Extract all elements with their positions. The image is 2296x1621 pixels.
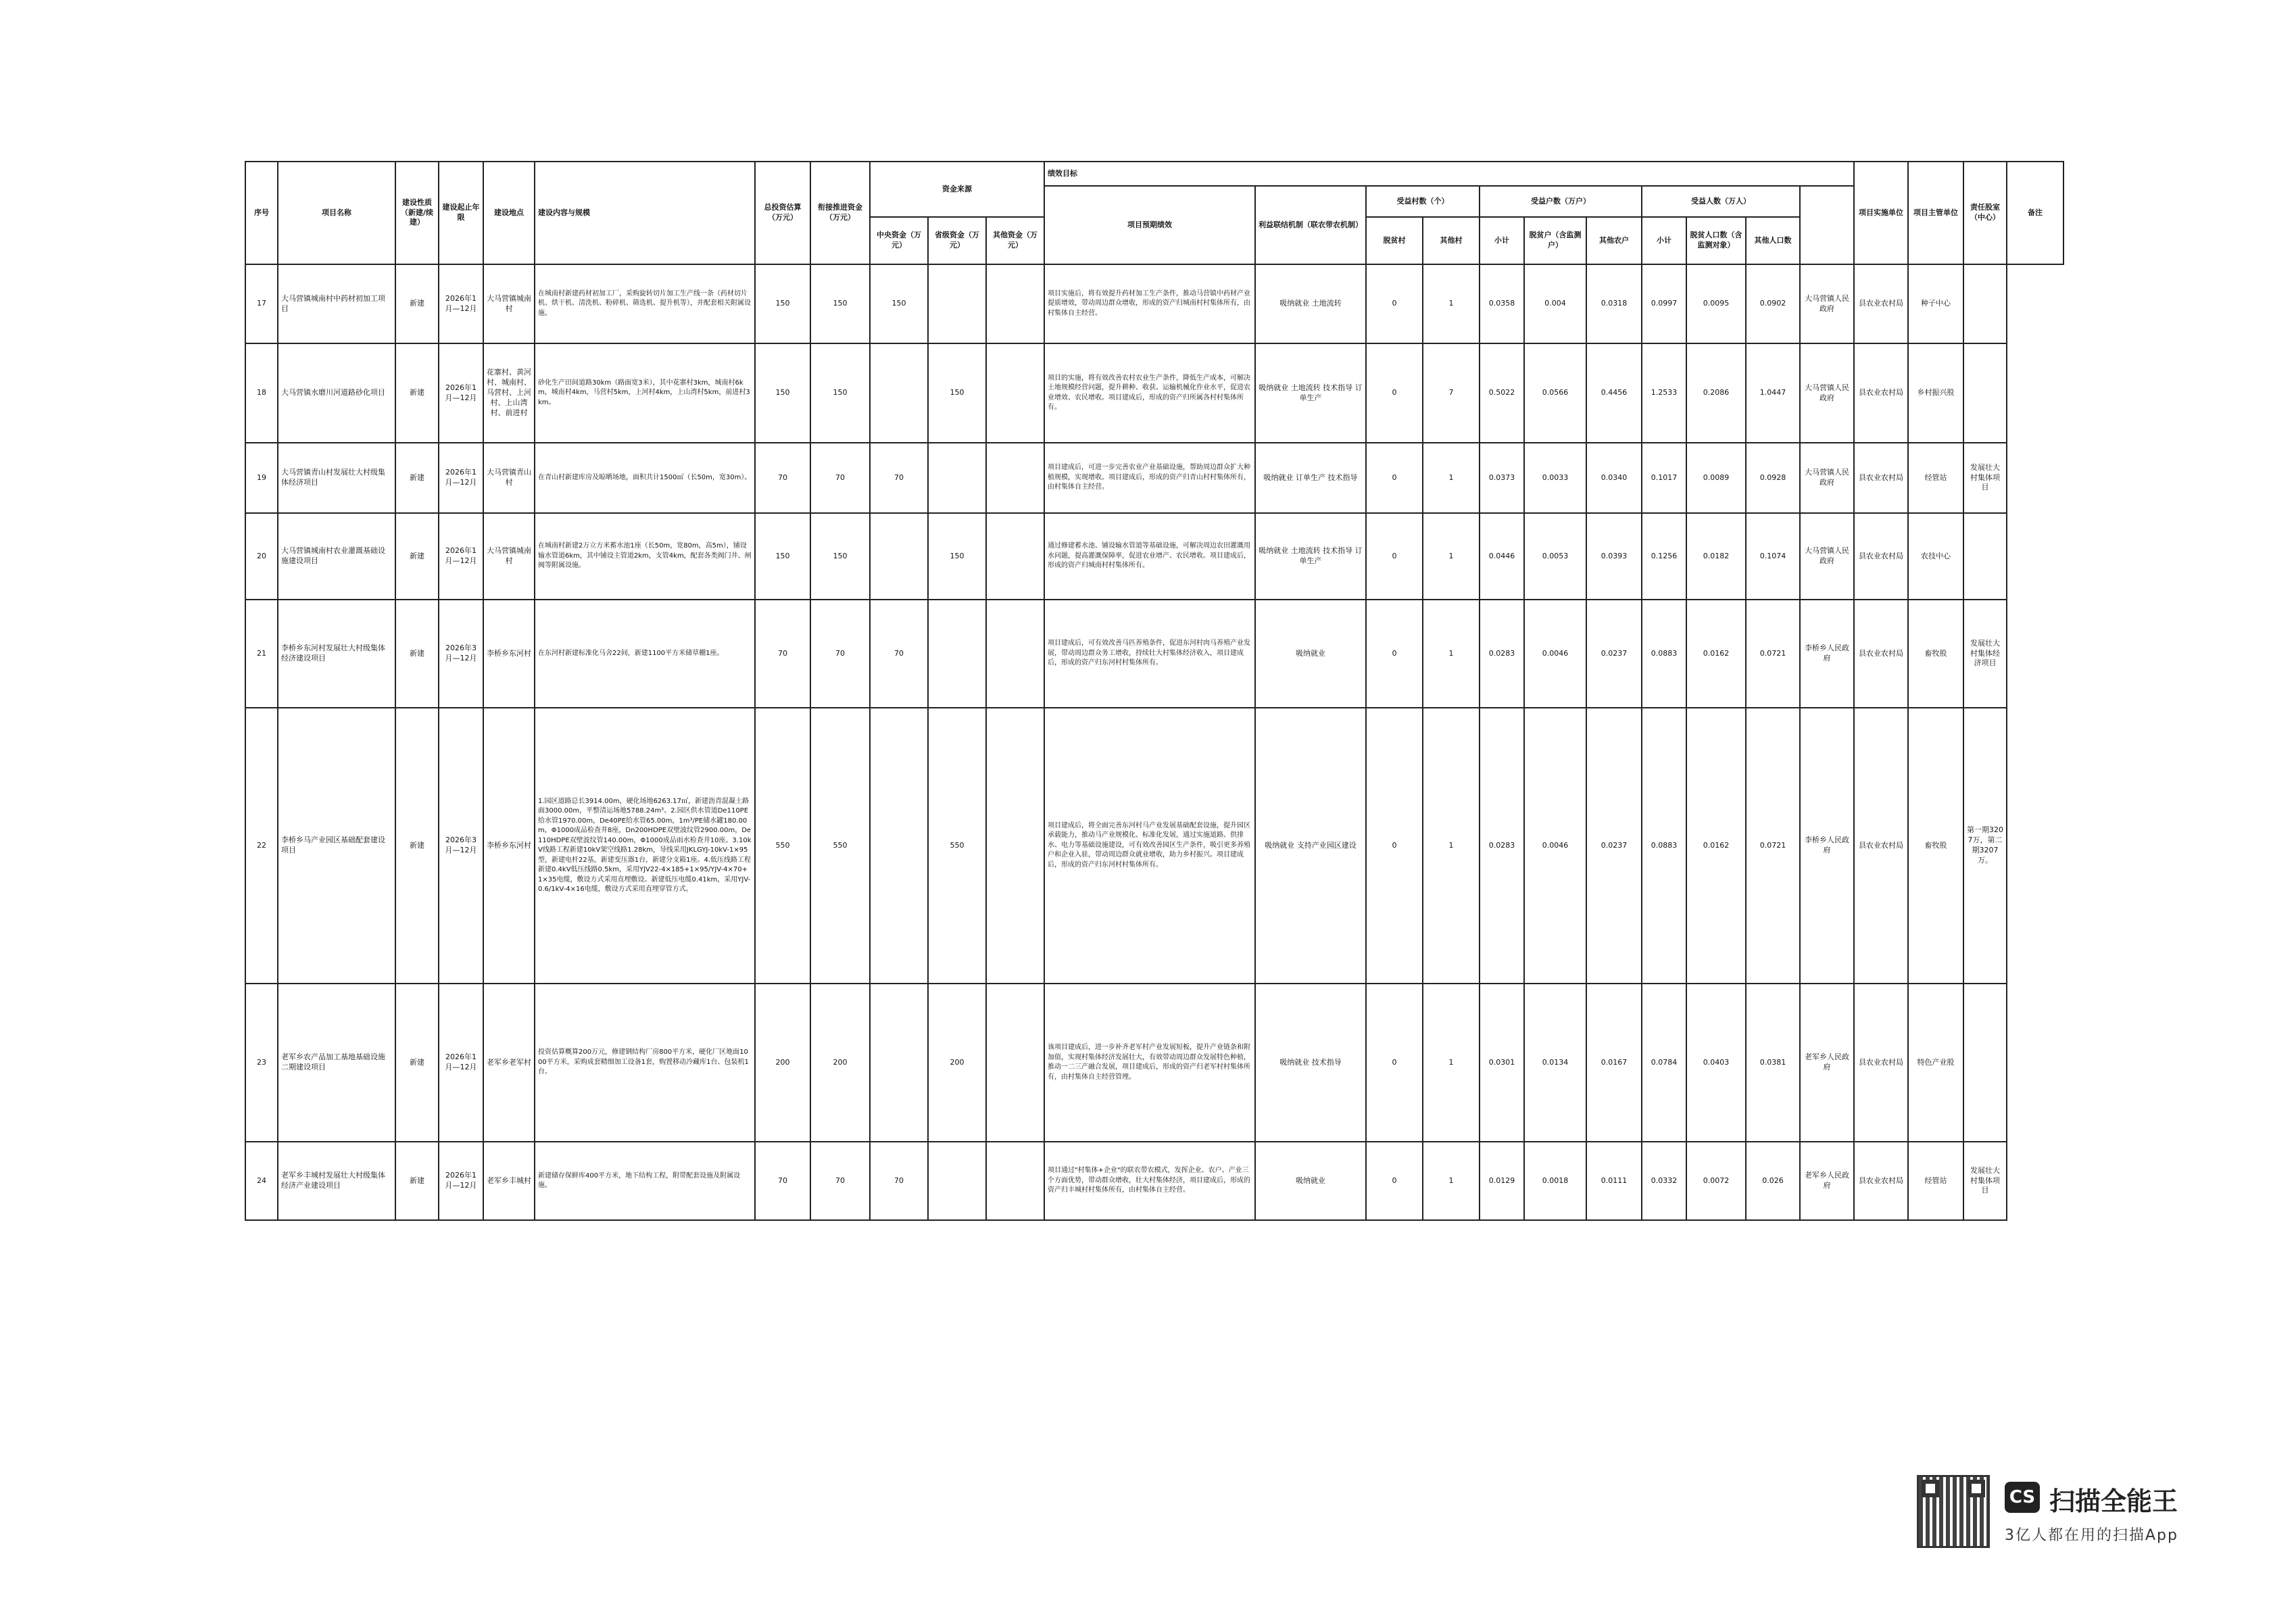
cell-v-other: 1	[1423, 600, 1480, 708]
hdr-no: 序号	[245, 162, 278, 264]
cell-provincial	[928, 443, 986, 513]
cell-impl: 李桥乡人民政府	[1800, 708, 1854, 984]
table-row	[245, 984, 2063, 1142]
cell-v-poor: 0	[1366, 708, 1423, 984]
cell-p-other: 0.0721	[1746, 600, 1800, 708]
cell-period: 2026年3月—12月	[439, 708, 483, 984]
cell-h-other: 0.0393	[1586, 513, 1642, 600]
cell-period: 2026年1月—12月	[439, 443, 483, 513]
cell-duty: 畜牧股	[1908, 600, 1963, 708]
cell-p-poor: 0.0072	[1686, 1142, 1746, 1220]
cell-other-fund	[986, 600, 1044, 708]
cell-content: 在城南村新建2万立方米蓄水池1座（长50m，宽80m，高5m），铺设输水管道6km，其中铺设主管道2km，支管4km，配套各类阀门井、闸阀等附属设施。	[535, 513, 755, 600]
cell-content: 在青山村新建库房及晾晒场地，面积共计1500㎡（长50m，宽30m）。	[535, 443, 755, 513]
table-row	[245, 600, 2063, 708]
cell-period: 2026年1月—12月	[439, 984, 483, 1142]
cell-p-total: 0.0883	[1642, 600, 1686, 708]
cell-p-other: 0.0928	[1746, 443, 1800, 513]
hdr-period: 建设起止年限	[439, 162, 483, 264]
cell-p-other: 0.026	[1746, 1142, 1800, 1220]
cell-dept: 县农业农村局	[1854, 443, 1908, 513]
cell-location: 大马营镇青山村	[483, 443, 535, 513]
cell-p-poor: 0.0095	[1686, 264, 1746, 343]
cell-fiscal: 70	[810, 1142, 870, 1220]
hdr-total: 总投资估算（万元）	[755, 162, 810, 264]
cell-dept: 县农业农村局	[1854, 708, 1908, 984]
hdr-central: 中央资金（万元）	[870, 217, 928, 264]
table-row	[245, 264, 2063, 343]
cell-content: 在东河村新建标准化马舍22间，新建1100平方米储草棚1座。	[535, 600, 755, 708]
hdr-v-other: 其他村	[1423, 217, 1480, 264]
cell-nature: 新建	[395, 600, 439, 708]
cell-perf: 项目建成后，可有效改善马匹养殖条件，促进东河村肉马养殖产业发展，带动周边群众务工增收，持续壮大村集体经济收入，项目建成后，形成的资产归东河村村集体所有。	[1044, 600, 1255, 708]
cell-h-total: 0.5022	[1480, 343, 1524, 443]
cell-nature: 新建	[395, 1142, 439, 1220]
cell-location: 大马营镇城南村	[483, 513, 535, 600]
cell-v-other: 1	[1423, 264, 1480, 343]
cell-no: 18	[245, 343, 278, 443]
cell-dept: 县农业农村局	[1854, 513, 1908, 600]
cell-location: 李桥乡东河村	[483, 600, 535, 708]
cell-no: 17	[245, 264, 278, 343]
cell-dept: 县农业农村局	[1854, 264, 1908, 343]
cell-name: 大马营镇城南村农业灌溉基础设施建设项目	[278, 513, 395, 600]
cell-v-poor: 0	[1366, 264, 1423, 343]
cell-p-poor: 0.0403	[1686, 984, 1746, 1142]
cell-p-total: 0.0997	[1642, 264, 1686, 343]
cell-name: 李桥乡马产业园区基础配套建设项目	[278, 708, 395, 984]
cell-duty: 特色产业股	[1908, 984, 1963, 1142]
cell-perf: 项目的实施，将有效改善农村农业生产条件，降低生产成本，可解决土地规模经营问题，提升耕种、收获、运输机械化作业水平，促进农业增效、农民增收。项目建成后，形成的资产归所属各村村集体所有。	[1044, 343, 1255, 443]
cell-duty: 经管站	[1908, 443, 1963, 513]
cell-total: 150	[755, 343, 810, 443]
hdr-provincial: 省级资金（万元）	[928, 217, 986, 264]
cell-central: 70	[870, 600, 928, 708]
cell-central: 150	[870, 264, 928, 343]
cell-nature: 新建	[395, 984, 439, 1142]
cell-no: 19	[245, 443, 278, 513]
cell-total: 70	[755, 443, 810, 513]
hdr-p-other: 其他人口数	[1746, 217, 1800, 264]
cell-period: 2026年1月—12月	[439, 513, 483, 600]
hdr-nature: 建设性质（新建/续建）	[395, 162, 439, 264]
cell-provincial: 200	[928, 984, 986, 1142]
cell-p-total: 0.1256	[1642, 513, 1686, 600]
cell-period: 2026年1月—12月	[439, 1142, 483, 1220]
cell-h-total: 0.0373	[1480, 443, 1524, 513]
cell-name: 老军乡农产品加工基地基础设施二期建设项目	[278, 984, 395, 1142]
cell-h-poor: 0.0046	[1524, 600, 1586, 708]
cell-v-other: 1	[1423, 513, 1480, 600]
hdr-duty: 责任股室（中心）	[1963, 162, 2007, 264]
cell-p-other: 1.0447	[1746, 343, 1800, 443]
cell-total: 150	[755, 513, 810, 600]
cell-remark: 发展壮大村集体项目	[1963, 443, 2007, 513]
cell-perf: 项目实施后，将有效提升药材加工生产条件，推动马营镇中药材产业提质增效，带动周边群众增收，形成的资产归城南村村集体所有，由村集体自主经营。	[1044, 264, 1255, 343]
cell-v-poor: 0	[1366, 1142, 1423, 1220]
cell-impl: 大马营镇人民政府	[1800, 264, 1854, 343]
cell-h-poor: 0.0566	[1524, 343, 1586, 443]
cell-h-poor: 0.0046	[1524, 708, 1586, 984]
cell-duty: 种子中心	[1908, 264, 1963, 343]
app-slogan: 3亿人都在用的扫描App	[2005, 1527, 2178, 1544]
cell-p-other: 0.1074	[1746, 513, 1800, 600]
cell-impl: 老军乡人民政府	[1800, 984, 1854, 1142]
cell-h-poor: 0.0018	[1524, 1142, 1586, 1220]
cell-v-poor: 0	[1366, 513, 1423, 600]
cell-p-total: 0.0784	[1642, 984, 1686, 1142]
cell-remark	[1963, 343, 2007, 443]
cell-central	[870, 708, 928, 984]
cell-total: 200	[755, 984, 810, 1142]
cell-other-fund	[986, 343, 1044, 443]
cell-period: 2026年3月—12月	[439, 600, 483, 708]
cell-p-poor: 0.0089	[1686, 443, 1746, 513]
cell-p-other: 0.0381	[1746, 984, 1800, 1142]
cell-total: 150	[755, 264, 810, 343]
cell-name: 大马营镇青山村发展壮大村级集体经济项目	[278, 443, 395, 513]
cell-dept: 县农业农村局	[1854, 343, 1908, 443]
cell-no: 24	[245, 1142, 278, 1220]
cell-h-other: 0.0167	[1586, 984, 1642, 1142]
cell-v-other: 7	[1423, 343, 1480, 443]
table-row	[245, 513, 2063, 600]
cell-p-poor: 0.0162	[1686, 600, 1746, 708]
cell-v-poor: 0	[1366, 443, 1423, 513]
cell-remark	[1963, 513, 2007, 600]
app-name: 扫描全能王	[2049, 1486, 2178, 1516]
cell-other-fund	[986, 1142, 1044, 1220]
cell-duty: 畜牧股	[1908, 708, 1963, 984]
cell-other-fund	[986, 443, 1044, 513]
cell-central: 70	[870, 1142, 928, 1220]
cell-dept: 县农业农村局	[1854, 984, 1908, 1142]
cell-fiscal: 550	[810, 708, 870, 984]
cell-h-total: 0.0129	[1480, 1142, 1524, 1220]
hdr-goal: 绩效目标	[1044, 162, 1854, 186]
cell-mechanism: 吸纳就业 土地流转 技术指导 订单生产	[1255, 513, 1366, 600]
cell-no: 22	[245, 708, 278, 984]
hdr-h-poor: 脱贫户（含监测户）	[1524, 217, 1586, 264]
cell-v-poor: 0	[1366, 984, 1423, 1142]
cell-remark	[1963, 984, 2007, 1142]
cell-mechanism: 吸纳就业 土地流转	[1255, 264, 1366, 343]
cell-no: 23	[245, 984, 278, 1142]
cell-impl: 老军乡人民政府	[1800, 1142, 1854, 1220]
cs-logo-icon: CS	[2005, 1482, 2040, 1513]
cell-perf: 该项目建成后，进一步补齐老军村产业发展短板，提升产业链条和附加值，实现村集体经济发展壮大，有效带动周边群众发展特色种植，推动一二三产融合发展，项目建成后，形成的资产归老军村村集体所有，由村集体自主经营管理。	[1044, 984, 1255, 1142]
cell-h-other: 0.0111	[1586, 1142, 1642, 1220]
cell-impl: 大马营镇人民政府	[1800, 443, 1854, 513]
cell-fiscal: 150	[810, 513, 870, 600]
cell-duty: 经管站	[1908, 1142, 1963, 1220]
cell-nature: 新建	[395, 443, 439, 513]
cell-name: 大马营镇城南村中药材初加工项目	[278, 264, 395, 343]
cell-impl: 大马营镇人民政府	[1800, 343, 1854, 443]
cell-dept: 县农业农村局	[1854, 600, 1908, 708]
cell-other-fund	[986, 264, 1044, 343]
cell-name: 大马营镇水磨川河道路砂化项目	[278, 343, 395, 443]
cell-impl: 大马营镇人民政府	[1800, 513, 1854, 600]
cell-content: 在城南村新建药材初加工厂，采购旋转切片加工生产线一条（药材切片机、烘干机、清洗机、粉碎机、筛选机、提升机等），并配套相关附属设施。	[535, 264, 755, 343]
cell-p-total: 0.0332	[1642, 1142, 1686, 1220]
cell-h-poor: 0.0053	[1524, 513, 1586, 600]
hdr-impl: 项目实施单位	[1854, 162, 1908, 264]
cell-h-total: 0.0358	[1480, 264, 1524, 343]
cell-fiscal: 150	[810, 264, 870, 343]
cell-location: 老军乡老军村	[483, 984, 535, 1142]
hdr-other-fund: 其他资金（万元）	[986, 217, 1044, 264]
cell-v-other: 1	[1423, 443, 1480, 513]
cell-nature: 新建	[395, 708, 439, 984]
cell-h-other: 0.4456	[1586, 343, 1642, 443]
cell-mechanism: 吸纳就业 土地流转 技术指导 订单生产	[1255, 343, 1366, 443]
cell-name: 老军乡丰城村发展壮大村级集体经济产业建设项目	[278, 1142, 395, 1220]
cell-other-fund	[986, 708, 1044, 984]
cell-dept: 县农业农村局	[1854, 1142, 1908, 1220]
hdr-p-total: 小计	[1642, 217, 1686, 264]
cell-mechanism: 吸纳就业	[1255, 600, 1366, 708]
table-row	[245, 708, 2063, 984]
cell-period: 2026年1月—12月	[439, 264, 483, 343]
cell-mechanism: 吸纳就业 技术指导	[1255, 984, 1366, 1142]
cell-p-total: 0.1017	[1642, 443, 1686, 513]
cell-mechanism: 吸纳就业	[1255, 1142, 1366, 1220]
cell-h-total: 0.0301	[1480, 984, 1524, 1142]
scanner-watermark	[1917, 1475, 2201, 1549]
cell-remark: 发展壮大村集体经济项目	[1963, 600, 2007, 708]
cell-v-poor: 0	[1366, 343, 1423, 443]
project-table	[245, 161, 2064, 1221]
cell-provincial	[928, 600, 986, 708]
cell-location: 花寨村、黄河村、城南村、马营村、上河村、上山湾村、前进村	[483, 343, 535, 443]
cell-central	[870, 343, 928, 443]
cell-central: 70	[870, 443, 928, 513]
cell-h-poor: 0.0033	[1524, 443, 1586, 513]
cell-nature: 新建	[395, 343, 439, 443]
cell-p-poor: 0.2086	[1686, 343, 1746, 443]
cell-p-poor: 0.0182	[1686, 513, 1746, 600]
cell-other-fund	[986, 513, 1044, 600]
cell-central	[870, 513, 928, 600]
hdr-households: 受益户数（万户）	[1480, 186, 1642, 217]
cell-h-poor: 0.004	[1524, 264, 1586, 343]
cell-h-other: 0.0340	[1586, 443, 1642, 513]
hdr-dept: 项目主管单位	[1908, 162, 1963, 264]
cell-h-other: 0.0318	[1586, 264, 1642, 343]
cell-impl: 李桥乡人民政府	[1800, 600, 1854, 708]
cell-nature: 新建	[395, 264, 439, 343]
cell-remark: 发展壮大村集体项目	[1963, 1142, 2007, 1220]
cell-duty: 乡村振兴股	[1908, 343, 1963, 443]
hdr-p-poor: 脱贫人口数（含监测对象）	[1686, 217, 1746, 264]
cell-perf: 项目建成后，将全面完善东河村马产业发展基础配套设施，提升园区承载能力，推动马产业规模化、标准化发展，通过实施道路、供排水、电力等基础设施建设，可有效改善园区生产条件，吸引更多养殖户和企业入驻，带动周边群众就业增收，助力乡村振兴。项目建成后，形成的资产归东河村村集体所有。	[1044, 708, 1255, 984]
cell-content: 1.园区道路总长3914.00m，硬化场地6263.17㎡，新建沥青混凝土路面3000.00m，平整清运场地5788.24m³。2.园区供水管道De110PE给水管1970.00m，De40PE给水管65.00m，1m³/PE储水罐180.00m，Φ1000成品检查井8座，Dn200HDPE双壁波纹管2900.00m，De110HDPE双壁波纹管140.00m，Φ1000成品雨水检查井10座。3.10kV线路工程新建10kV架空线路1.28km，导线采用JKLGYJ-10kV-1×95型，新建电杆22基，新建变压器1台，新建分支箱1座。4.低压线路工程新建0.4kV低压线路0.5km，采用YJV22-4×185+1×95/YJV-4×70+1×35电缆，敷设方式采用直埋敷设。新建低压电缆0.41km，采用YJV-0.6/1kV-4×16电缆，敷设方式采用直埋穿管方式。	[535, 708, 755, 984]
cell-perf: 项目建成后，可进一步完善农业产业基础设施，帮助周边群众扩大种植规模，实现增收。项目建成后，形成的资产归青山村村集体所有，由村集体自主经营。	[1044, 443, 1255, 513]
cell-h-total: 0.0446	[1480, 513, 1524, 600]
cell-content: 新建储存保鲜库400平方米，地下结构工程，附带配套设施及附属设施。	[535, 1142, 755, 1220]
qr-code-icon	[1917, 1475, 1990, 1548]
cell-mechanism: 吸纳就业 支持产业园区建设	[1255, 708, 1366, 984]
cell-perf: 项目通过"村集体+企业"的联农带农模式，发挥企业、农户、产业三个方面优势，带动群众增收，壮大村集体经济，项目建成后，形成的资产归丰城村村集体所有，由村集体自主经营。	[1044, 1142, 1255, 1220]
cell-period: 2026年1月—12月	[439, 343, 483, 443]
cell-p-total: 0.0883	[1642, 708, 1686, 984]
scanned-sheet	[245, 161, 2064, 1232]
cell-location: 大马营镇城南村	[483, 264, 535, 343]
cell-fiscal: 70	[810, 443, 870, 513]
hdr-perf: 项目预期绩效	[1044, 186, 1255, 264]
hdr-sources: 资金来源	[870, 162, 1044, 217]
cell-remark	[1963, 264, 2007, 343]
cell-content: 砂化生产田间道路30km（路面宽3米），其中花寨村3km，城南村6km，城南村4km，马营村5km，上河村4km，上山湾村5km，前进村3km。	[535, 343, 755, 443]
hdr-mechanism: 利益联结机制（联农带农机制）	[1255, 186, 1366, 264]
cell-v-poor: 0	[1366, 600, 1423, 708]
cell-p-other: 0.0902	[1746, 264, 1800, 343]
cell-location: 老军乡丰城村	[483, 1142, 535, 1220]
cell-mechanism: 吸纳就业 订单生产 技术指导	[1255, 443, 1366, 513]
table-row	[245, 343, 2063, 443]
cell-remark: 第一期3207万，第二期3207万。	[1963, 708, 2007, 984]
table-row	[245, 443, 2063, 513]
cell-h-other: 0.0237	[1586, 708, 1642, 984]
cell-other-fund	[986, 984, 1044, 1142]
cell-p-other: 0.0721	[1746, 708, 1800, 984]
cell-p-total: 1.2533	[1642, 343, 1686, 443]
cell-total: 550	[755, 708, 810, 984]
cell-fiscal: 200	[810, 984, 870, 1142]
table-row	[245, 1142, 2063, 1220]
cell-v-other: 1	[1423, 1142, 1480, 1220]
cell-provincial: 550	[928, 708, 986, 984]
hdr-location: 建设地点	[483, 162, 535, 264]
cell-provincial: 150	[928, 513, 986, 600]
cell-duty: 农技中心	[1908, 513, 1963, 600]
cell-no: 20	[245, 513, 278, 600]
cell-total: 70	[755, 600, 810, 708]
cell-h-total: 0.0283	[1480, 708, 1524, 984]
hdr-people: 受益人数（万人）	[1642, 186, 1800, 217]
cell-perf: 通过修建蓄水池、铺设输水管道等基础设施，可解决周边农田灌溉用水问题，提高灌溉保障率，促进农业增产、农民增收。项目建成后，形成的资产归城南村村集体所有。	[1044, 513, 1255, 600]
cell-h-other: 0.0237	[1586, 600, 1642, 708]
cell-total: 70	[755, 1142, 810, 1220]
hdr-fiscal: 衔接推进资金（万元）	[810, 162, 870, 264]
cell-nature: 新建	[395, 513, 439, 600]
cell-h-total: 0.0283	[1480, 600, 1524, 708]
hdr-content: 建设内容与规模	[535, 162, 755, 264]
cell-fiscal: 150	[810, 343, 870, 443]
cell-provincial	[928, 264, 986, 343]
hdr-v-poor: 脱贫村	[1366, 217, 1423, 264]
hdr-h-other: 其他农户	[1586, 217, 1642, 264]
cell-content: 投资估算概算200万元，修建钢结构厂房800平方米，硬化厂区地面1000平方米，采购成套精细加工设备1套，购置移动冷藏库1台、包装机1台。	[535, 984, 755, 1142]
cell-name: 李桥乡东河村发展壮大村级集体经济建设项目	[278, 600, 395, 708]
cell-v-other: 1	[1423, 708, 1480, 984]
cell-p-poor: 0.0162	[1686, 708, 1746, 984]
cell-v-other: 1	[1423, 984, 1480, 1142]
cell-fiscal: 70	[810, 600, 870, 708]
cell-h-poor: 0.0134	[1524, 984, 1586, 1142]
cell-provincial	[928, 1142, 986, 1220]
hdr-villages: 受益村数（个）	[1366, 186, 1480, 217]
cell-location: 李桥乡东河村	[483, 708, 535, 984]
cell-central	[870, 984, 928, 1142]
cell-provincial: 150	[928, 343, 986, 443]
cell-no: 21	[245, 600, 278, 708]
hdr-remark: 备注	[2007, 162, 2063, 264]
hdr-name: 项目名称	[278, 162, 395, 264]
hdr-h-total: 小计	[1480, 217, 1524, 264]
